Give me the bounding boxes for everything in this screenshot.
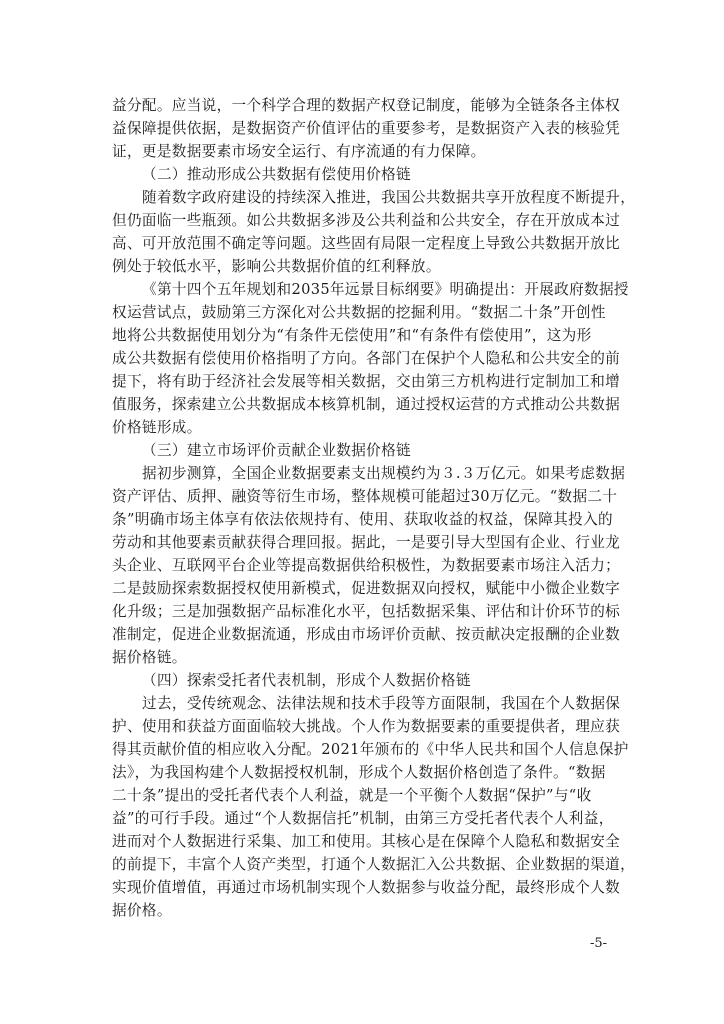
text-line: 提下，将有助于经济社会发展等相关数据，交由第三方机构进行定制加工和增 <box>112 373 621 390</box>
text-line: 实现价值增值，再通过市场机制实现个人数据参与收益分配，最终形成个人数 <box>112 879 621 896</box>
text-line: 证，更是数据要素市场安全运行、有序流通的有力保障。 <box>112 143 486 160</box>
text-line: 的前提下，丰富个人资产类型，打通个人数据汇入公共数据、企业数据的渠道， <box>112 856 636 873</box>
text-line: 劳动和其他要素贡献获得合理回报。据此，一是要引导大型国有企业、行业龙 <box>112 534 621 551</box>
document-page <box>112 94 636 922</box>
section-heading-4 <box>112 669 620 692</box>
text-line: 但仍面临一些瓶颈。如公共数据多涉及公共利益和公共安全，存在开放成本过 <box>112 212 621 229</box>
text-line: 化升级；三是加强数据产品标准化水平，包括数据采集、评估和计价环节的标 <box>112 603 621 620</box>
text-line: 据初步测算，全国企业数据要素支出规模约为３.３万亿元。如果考虑数据 <box>142 465 626 482</box>
text-line: 随着数字政府建设的持续深入推进，我国公共数据共享开放程度不断提升， <box>142 189 636 206</box>
text-line: 成公共数据有偿使用价格指明了方向。各部门在保护个人隐私和公共安全的前 <box>112 350 621 367</box>
section-heading-3 <box>112 439 620 462</box>
text-line: 益保障提供依据，是数据资产价值评估的重要参考，是数据资产入表的核验凭 <box>112 120 621 137</box>
text-line: 护、使用和获益方面面临较大挑战。个人作为数据要素的重要提供者，理应获 <box>112 718 621 735</box>
paragraph-personal-data <box>112 692 636 922</box>
text-line: 高、可开放范围不确定等问题。这些固有局限一定程度上导致公共数据开放比 <box>112 235 621 252</box>
text-line: 权运营试点，鼓励第三方深化对公共数据的挖掘利用。“数据二十条”开创性 <box>112 304 606 321</box>
text-line: 头企业、互联网平台企业等提高数据供给积极性，为数据要素市场注入活力； <box>112 557 621 574</box>
text-line: 准制定，促进企业数据流通，形成由市场评价贡献、按贡献决定报酬的企业数 <box>112 626 621 643</box>
text-line: 《第十四个五年规划和2035年远景目标纲要》明确提出：开展政府数据授 <box>142 281 629 298</box>
text-line: 价格链形成。 <box>112 419 202 436</box>
text-line: 二是鼓励探索数据授权使用新模式，促进数据双向授权，赋能中小微企业数字 <box>112 580 621 597</box>
text-line: 法》，为我国构建个人数据授权机制，形成个人数据价格创造了条件。“数据 <box>112 764 606 781</box>
text-line: 例处于较低水平，影响公共数据价值的红利释放。 <box>112 258 441 275</box>
text-line: 地将公共数据使用划分为“有条件无偿使用”和“有条件有偿使用”，这为形 <box>112 327 592 344</box>
text-line: 据价格。 <box>112 902 172 919</box>
page-number: -5- <box>590 936 608 951</box>
heading-text: （三）建立市场评价贡献企业数据价格链 <box>142 442 411 459</box>
section-heading-2 <box>112 163 620 186</box>
text-line: 值服务，探索建立公共数据成本核算机制，通过授权运营的方式推动公共数据 <box>112 396 621 413</box>
text-line: 得其贡献价值的相应收入分配。2021年颁布的《中华人民共和国个人信息保护 <box>112 741 629 758</box>
text-line: 条”明确市场主体享有依法依规持有、使用、获取收益的权益，保障其投入的 <box>112 511 613 528</box>
text-line: 益”的可行手段。通过“个人数据信托”机制，由第三方受托者代表个人利益， <box>112 810 614 827</box>
text-line: 益分配。应当说，一个科学合理的数据产权登记制度，能够为全链条各主体权 <box>112 97 621 114</box>
text-line: 资产评估、质押、融资等衍生市场，整体规模可能超过30万亿元。“数据二十 <box>112 488 618 505</box>
heading-text: （四）探索受托者代表机制，形成个人数据价格链 <box>142 672 471 689</box>
paragraph-public-data <box>112 186 636 278</box>
paragraph-five-year-plan <box>112 278 629 439</box>
text-line: 过去，受传统观念、法律法规和技术手段等方面限制，我国在个人数据保 <box>142 695 621 712</box>
heading-text: （二）推动形成公共数据有偿使用价格链 <box>142 166 411 183</box>
text-line: 据价格链。 <box>112 649 187 666</box>
paragraph-enterprise-data <box>112 462 626 669</box>
paragraph-continued <box>112 94 620 163</box>
text-line: 进而对个人数据进行采集、加工和使用。其核心是在保障个人隐私和数据安全 <box>112 833 621 850</box>
text-line: 二十条”提出的受托者代表个人利益，就是一个平衡个人数据“保护”与“收 <box>112 787 592 804</box>
